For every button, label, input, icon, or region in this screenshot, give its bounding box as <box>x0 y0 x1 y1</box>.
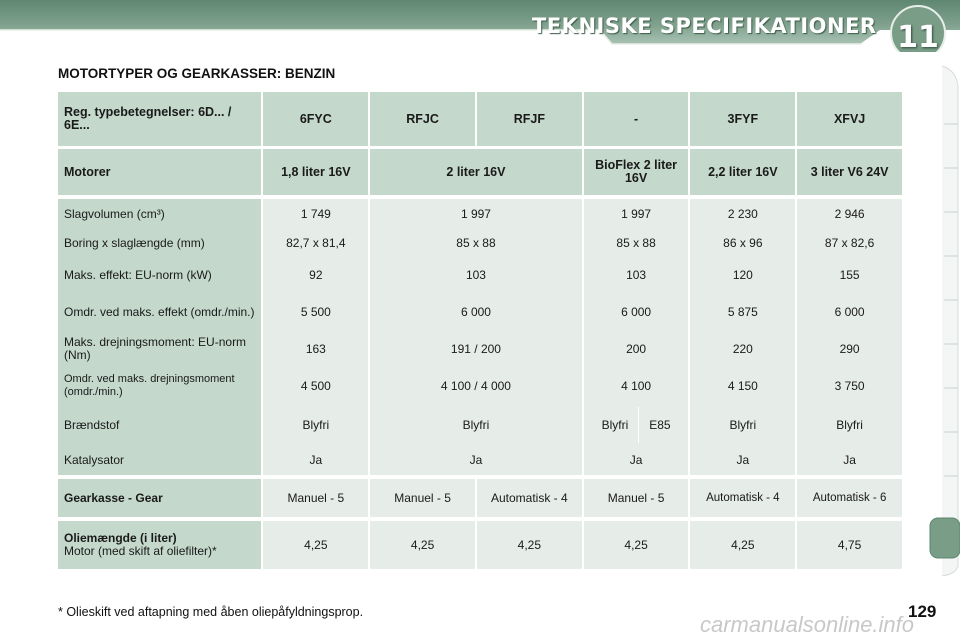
row-label: Boring x slaglængde (mm) <box>58 229 261 257</box>
row-label: Brændstof <box>58 405 261 445</box>
table-row <box>58 367 902 405</box>
motor-label: Motorer <box>58 149 261 199</box>
reg-type-cell: RFJF <box>477 92 582 149</box>
section-title: MOTORTYPER OG GEARKASSER: BENZIN <box>58 66 336 81</box>
fuel-value: E85 <box>649 417 671 432</box>
table-cell: 4,75 <box>797 517 902 569</box>
footnote: * Olieskift ved aftapning med åben oliepåfyldningsprop. <box>58 605 364 619</box>
table-cell: 82,7 x 81,4 <box>263 229 368 257</box>
reg-type-cell: RFJC <box>370 92 475 149</box>
table-cell: Ja <box>797 445 902 475</box>
table-cell: 6 000 <box>797 293 902 331</box>
engine-spec-table <box>56 92 904 569</box>
table-cell: 120 <box>690 257 795 293</box>
table-row <box>58 293 902 331</box>
row-label: Omdr. ved maks. drejningsmoment (omdr./min.) <box>58 367 261 405</box>
gearbox-row <box>58 475 902 517</box>
motor-row <box>58 149 902 199</box>
reg-type-cell: XFVJ <box>797 92 902 149</box>
oil-label-sub: Motor (med skift af oliefilter)* <box>64 544 217 558</box>
table-cell: 103 <box>584 257 689 293</box>
table-cell: 290 <box>797 331 902 367</box>
oil-label <box>58 517 261 569</box>
motor-cell: BioFlex 2 liter 16V <box>584 149 689 199</box>
table-cell: 200 <box>584 331 689 367</box>
table-cell: 1 997 <box>370 199 582 229</box>
motor-cell: 2 liter 16V <box>370 149 582 199</box>
row-label: Omdr. ved maks. effekt (omdr./min.) <box>58 293 261 331</box>
table-cell: 103 <box>370 257 582 293</box>
reg-type-cell: - <box>584 92 689 149</box>
table-row <box>58 199 902 229</box>
table-cell: Blyfri <box>263 405 368 445</box>
table-cell: 5 875 <box>690 293 795 331</box>
table-cell: 4,25 <box>477 517 582 569</box>
table-row <box>58 331 902 367</box>
reg-type-label: Reg. typebetegnelser: 6D... / 6E... <box>58 92 261 149</box>
row-label: Katalysator <box>58 445 261 475</box>
watermark: carmanualsonline.info <box>700 612 915 637</box>
table-cell: 2 230 <box>690 199 795 229</box>
table-cell: 4 150 <box>690 367 795 405</box>
table-cell: 155 <box>797 257 902 293</box>
motor-cell: 1,8 liter 16V <box>263 149 368 199</box>
table-cell: Ja <box>690 445 795 475</box>
oil-label-title: Oliemængde (i liter) <box>64 531 177 545</box>
table-cell: Manuel - 5 <box>263 475 368 517</box>
reg-type-row <box>58 92 902 149</box>
page-number: 129 <box>908 602 937 621</box>
table-cell: Ja <box>584 445 689 475</box>
table-cell: Blyfri <box>690 405 795 445</box>
table-cell: 6 000 <box>370 293 582 331</box>
table-cell: Manuel - 5 <box>584 475 689 517</box>
table-cell: 4 100 / 4 000 <box>370 367 582 405</box>
fuel-value: Blyfri <box>601 417 629 432</box>
table-cell: 1 749 <box>263 199 368 229</box>
table-cell: 5 500 <box>263 293 368 331</box>
table-cell: Blyfri <box>370 405 582 445</box>
table-cell: 4,25 <box>690 517 795 569</box>
table-cell: 3 750 <box>797 367 902 405</box>
reg-type-cell: 6FYC <box>263 92 368 149</box>
table-cell: Ja <box>370 445 582 475</box>
table-cell: Automatisk - 4 <box>477 475 582 517</box>
table-cell: 163 <box>263 331 368 367</box>
chapter-tabs <box>928 66 960 576</box>
table-cell: 2 946 <box>797 199 902 229</box>
chapter-number: 11 <box>897 20 939 55</box>
oil-row <box>58 517 902 569</box>
table-cell: 4 500 <box>263 367 368 405</box>
table-cell: 220 <box>690 331 795 367</box>
row-label: Maks. effekt: EU-norm (kW) <box>58 257 261 293</box>
table-cell: 85 x 88 <box>370 229 582 257</box>
row-label: Maks. drejningsmoment: EU-norm (Nm) <box>58 331 261 367</box>
reg-type-cell: 3FYF <box>690 92 795 149</box>
table-cell: 85 x 88 <box>584 229 689 257</box>
table-cell: 92 <box>263 257 368 293</box>
table-cell: 6 000 <box>584 293 689 331</box>
table-cell: 4,25 <box>370 517 475 569</box>
table-cell: Blyfri <box>797 405 902 445</box>
table-cell: Manuel - 5 <box>370 475 475 517</box>
table-cell: 1 997 <box>584 199 689 229</box>
table-cell: Automatisk - 6 <box>797 475 902 517</box>
motor-cell: 3 liter V6 24V <box>797 149 902 199</box>
table-cell: Ja <box>263 445 368 475</box>
table-cell: Automatisk - 4 <box>690 475 795 517</box>
motor-cell: 2,2 liter 16V <box>690 149 795 199</box>
fuel-row <box>58 405 902 445</box>
table-cell: 4,25 <box>584 517 689 569</box>
table-cell: 87 x 82,6 <box>797 229 902 257</box>
table-cell: 4,25 <box>263 517 368 569</box>
table-cell: 86 x 96 <box>690 229 795 257</box>
row-label: Slagvolumen (cm³) <box>58 199 261 229</box>
catalyst-row <box>58 445 902 475</box>
gearbox-label: Gearkasse - Gear <box>58 475 261 517</box>
table-cell: 191 / 200 <box>370 331 582 367</box>
table-cell: 4 100 <box>584 367 689 405</box>
chapter-title: TEKNISKE SPECIFIKATIONER <box>532 14 877 38</box>
fuel-split-cell <box>584 405 689 445</box>
table-row <box>58 229 902 257</box>
table-row <box>58 257 902 293</box>
